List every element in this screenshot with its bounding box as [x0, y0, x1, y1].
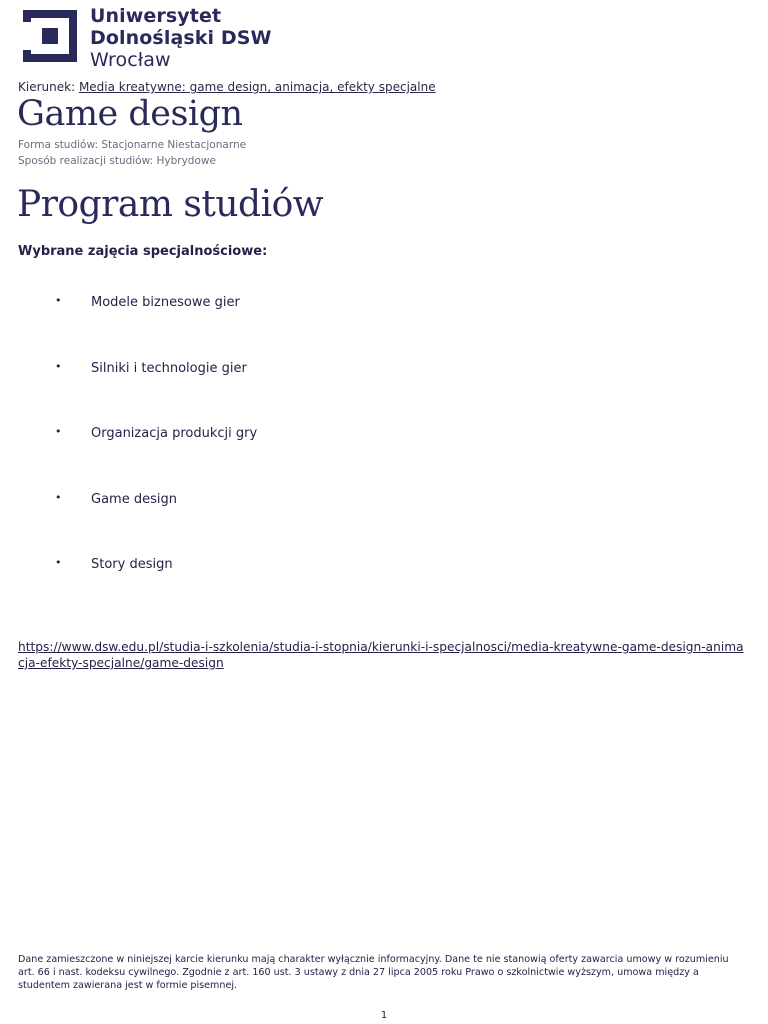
logo-mark-icon — [21, 8, 79, 64]
course-name: Silniki i technologie gier — [91, 360, 247, 376]
bullet-icon: • — [55, 490, 62, 504]
university-logo — [21, 5, 272, 71]
page-title: Game design — [17, 94, 243, 134]
course-name: Organizacja produkcji gry — [91, 426, 258, 442]
course-name: Modele biznesowe gier — [91, 295, 240, 310]
page-number: 1 — [380, 1010, 388, 1021]
study-mode: Sposób realizacji studiów: Hybrydowe — [18, 155, 216, 167]
logo-line-city: Wrocław — [90, 49, 171, 71]
logo-wordmark — [90, 5, 272, 71]
logo-line-university: Uniwersytet — [90, 5, 222, 27]
bullet-icon: • — [55, 556, 62, 570]
curriculum-heading: Program studiów — [17, 184, 324, 225]
bullet-icon: • — [55, 425, 62, 439]
course-name: Story design — [91, 557, 173, 573]
field-of-study — [18, 80, 436, 94]
bullet-icon: • — [55, 294, 62, 307]
field-of-study-link[interactable]: Media kreatywne: game design, animacja, efekty specjalne — [78, 80, 436, 94]
study-form: Forma studiów: Stacjonarne Niestacjonarne — [18, 139, 247, 151]
logo-line-name: Dolnośląski DSW — [90, 27, 272, 49]
bullet-icon: • — [55, 359, 62, 373]
course-name: Game design — [91, 491, 177, 507]
source-url-link[interactable]: https://www.dsw.edu.pl/studia-i-szkolenia/studia-i-stopnia/kierunki-i-specjalnosci/media-kreatywne-game-design-animacja-efekty-specjalne/game-design — [18, 640, 744, 670]
legal-disclaimer: Dane zamieszczone w niniejszej karcie kierunku mają charakter wyłącznie informacyjny. Dane te nie stanowią oferty zawarcia umowy w rozumieniu art. 66 i nast. kodeksu cywilnego. Zgodnie z art. 160 ust. 3 ustawy z dnia 27 lipca 2005 roku Prawo o szkolnictwie wyższym, umowa między a studentem zawierana jest w formie pisemnej. — [18, 954, 729, 991]
curriculum-subheading: Wybrane zajęcia specjalnościowe: — [18, 244, 268, 259]
field-of-study-label: Kierunek: — [18, 80, 76, 94]
